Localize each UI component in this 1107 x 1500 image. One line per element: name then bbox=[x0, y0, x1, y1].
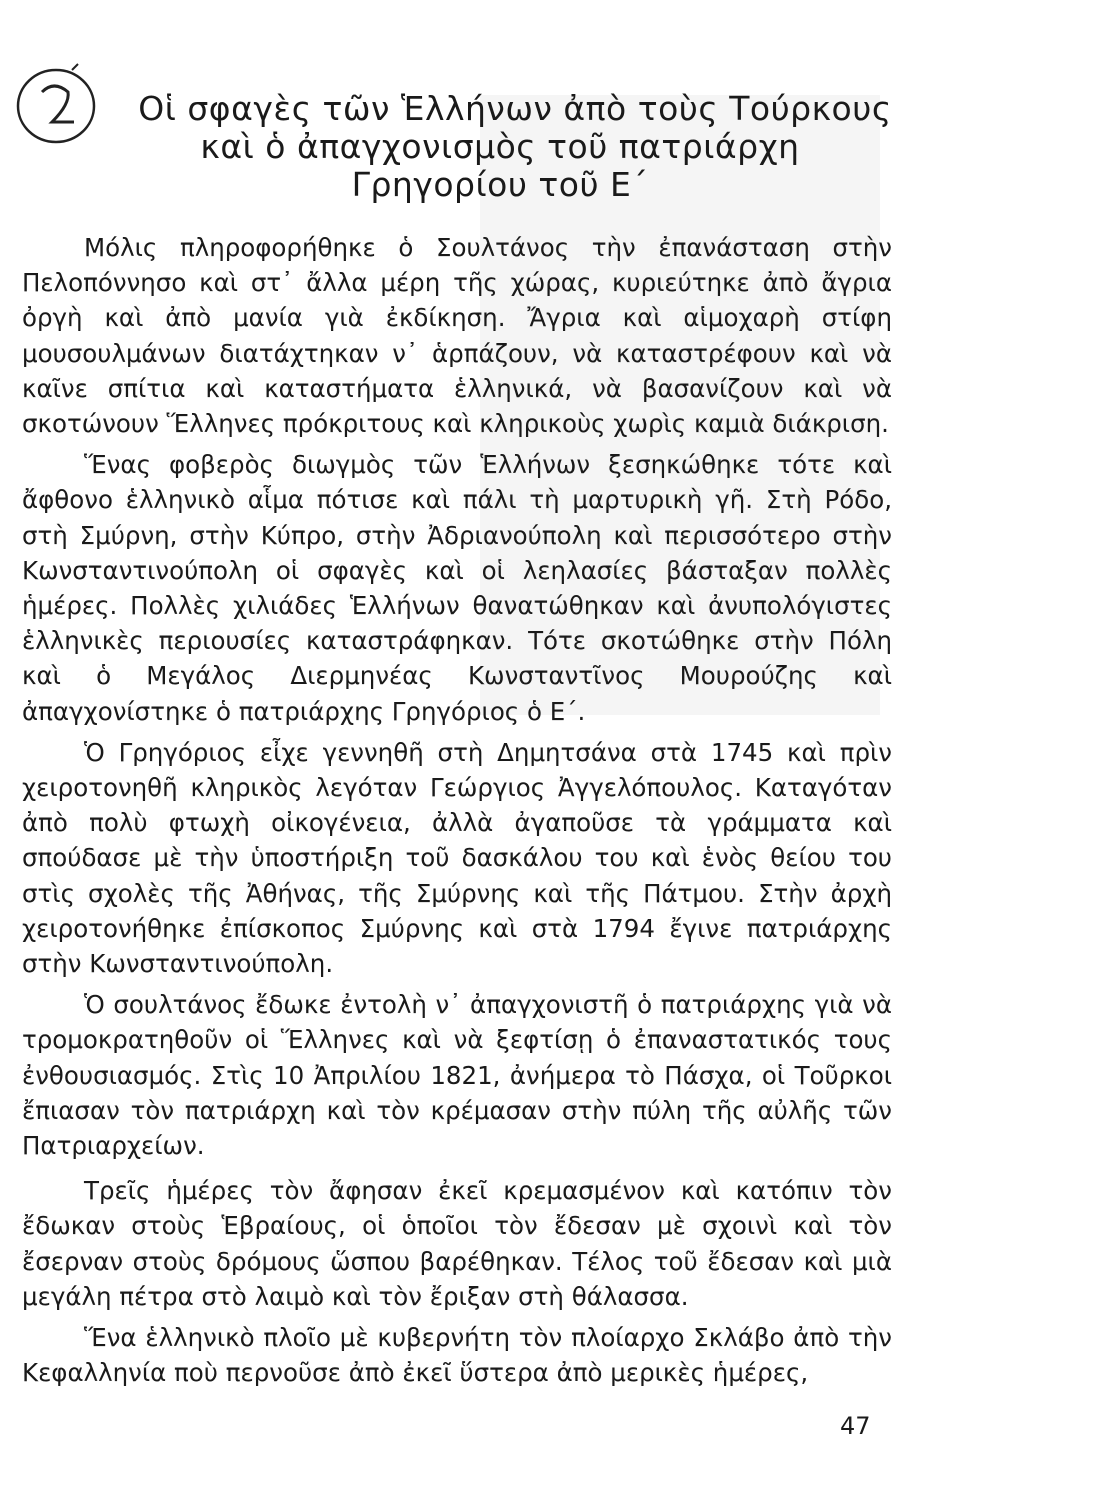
title-line-3: Γρηγορίου τοῦ Ε΄ bbox=[351, 165, 649, 204]
paragraph: Ἕνα ἑλληνικὸ πλοῖο μὲ κυβερνήτη τὸν πλοίαρχο Σκλάβο ἀπὸ τὴν Κεφαλληνία ποὺ περνοῦσε ἀπὸ ἐκεῖ ὕστερα ἀπὸ μερικὲς ἡμέρες, bbox=[22, 1323, 892, 1388]
paragraph: Ὁ Γρηγόριος εἶχε γεννηθῆ στὴ Δημητσάνα στὰ 1745 καὶ πρὶν χειροτονηθῆ κληρικὸς λεγόταν Γεώργιος Ἀγγελόπουλος. Καταγόταν ἀπὸ πολὺ φτωχὴ οἰκογένεια, ἀλλὰ ἀγαποῦσε τὰ γράμματα καὶ σπούδασε μὲ τὴν ὑποστήριξη τοῦ δασκάλου του καὶ ἑνὸς θείου του στὶς σχολὲς τῆς Ἀθήνας, τῆς Σμύρνης καὶ τῆς Πάτμου. Στὴν ἀρχὴ χειροτονήθηκε ἐπίσκοπος Σμύρνης καὶ στὰ 1794 ἔγινε πατριάρχης στὴν Κωνσταντινούπολη. bbox=[22, 737, 892, 979]
paragraph: Μόλις πληροφορήθηκε ὁ Σουλτάνος τὴν ἐπανάσταση στὴν Πελοπόννησο καὶ στ᾽ ἄλλα μέρη τῆς χώρας, κυριεύτηκε ἀπὸ ἄγρια ὀργὴ καὶ ἀπὸ μανία γιὰ ἐκδίκηση. Ἄγρια καὶ αἱμοχαρὴ στίφη μουσουλμάνων διατάχτηκαν ν᾽ ἁρπάζουν, νὰ καταστρέφουν καὶ νὰ καῖνε σπίτια καὶ καταστήματα ἑλληνικά, νὰ βασανίζουν καὶ νὰ σκοτώνουν Ἕλληνες πρόκριτους καὶ κληρικοὺς χωρὶς καμιὰ διάκριση. bbox=[22, 233, 892, 439]
paragraph: Ἕνας φοβερὸς διωγμὸς τῶν Ἑλλήνων ξεσηκώθηκε τότε καὶ ἄφθονο ἑλληνικὸ αἷμα πότισε καὶ πάλι τὴ μαρτυρικὴ γῆ. Στὴ Ρόδο, στὴ Σμύρνη, στὴν Κύπρο, στὴν Ἀδριανούπολη καὶ περισσότερο στὴν Κωνσταντινούπολη οἱ σφαγὲς καὶ οἱ λεηλασίες βάσταξαν πολλὲς ἡμέρες. Πολλὲς χιλιάδες Ἑλλήνων θανατώθηκαν καὶ ἀνυπολόγιστες ἑλληνικὲς περιουσίες καταστράφηκαν. Τότε σκοτώθηκε στὴν Πόλη καὶ ὁ Μεγάλος Διερμηνέας Κωνσταντῖνος Μουρούζης καὶ ἀπαγχονίστηκε ὁ πατριάρχης Γρηγόριος ὁ Ε΄. bbox=[22, 450, 892, 726]
page-number: 47 bbox=[840, 1412, 871, 1440]
paragraph: Ὁ σουλτάνος ἔδωκε ἐντολὴ ν᾽ ἀπαγχονιστῆ ὁ πατριάρχης γιὰ νὰ τρομοκρατηθοῦν οἱ Ἕλληνες καὶ νὰ ξεφτίσῃ ὁ ἐπαναστατικός τους ἐνθουσιασμός. Στὶς 10 Ἀπριλίου 1821, ἀνήμερα τὸ Πάσχα, οἱ Τοῦρκοι ἔπιασαν τὸν πατριάρχη καὶ τὸν κρέμασαν στὴν πύλη τῆς αὐλῆς τῶν Πατριαρχείων. bbox=[22, 990, 892, 1161]
article-body bbox=[22, 230, 892, 1397]
title-line-1: Οἱ σφαγὲς τῶν Ἑλλήνων ἀπὸ τοὺς Τούρκους bbox=[138, 89, 892, 128]
title-line-2: καὶ ὁ ἀπαγχονισμὸς τοῦ πατριάρχη bbox=[200, 127, 800, 166]
paragraph: Τρεῖς ἡμέρες τὸν ἄφησαν ἐκεῖ κρεμασμένον καὶ κατόπιν τὸν ἔδωκαν στοὺς Ἑβραίους, οἱ ὁποῖοι τὸν ἔδεσαν μὲ σχοινὶ καὶ τὸν ἔσερναν στοὺς δρόμους ὥσπου βαρέθηκαν. Τέλος τοῦ ἔδεσαν καὶ μιὰ μεγάλη πέτρα στὸ λαιμὸ καὶ τὸν ἔριξαν στὴ θάλασσα. bbox=[22, 1176, 892, 1311]
page-title bbox=[60, 90, 940, 204]
